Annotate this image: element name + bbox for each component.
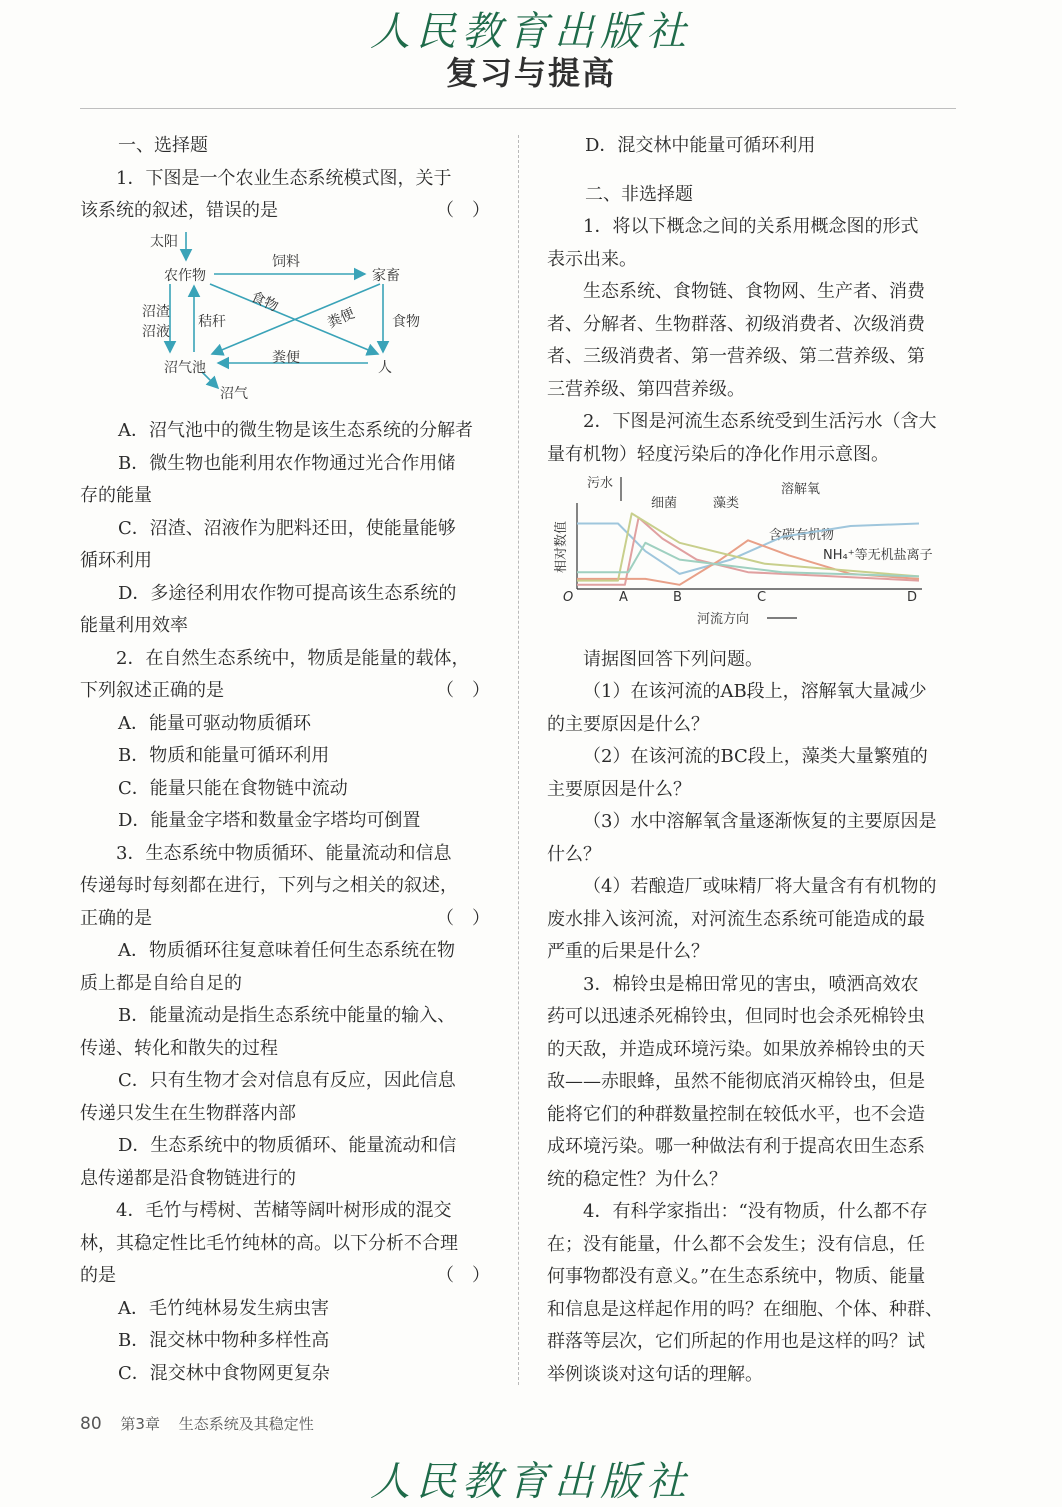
n2-q2: （2）在该河流的BC段上，藻类大量繁殖的: [583, 746, 928, 767]
q1-option-d-cont: 能量利用效率: [80, 615, 188, 636]
label-food-diag: 食物: [248, 288, 281, 315]
q1-option-c-cont: 循环利用: [80, 550, 152, 571]
n3-line: 敌——赤眼蜂，虽然不能彻底消灭棉铃虫，但是: [547, 1071, 925, 1092]
section-heading-nonchoice: 二、非选择题: [585, 183, 693, 205]
q4-stem: 4．毛竹与樗树、苦槠等阔叶树形成的混交: [116, 1200, 452, 1221]
q1-option-d: D．多途径利用农作物可提高该生态系统的: [118, 582, 457, 604]
q3-option-a: A．物质循环往复意味着任何生态系统在物: [118, 940, 455, 961]
q2-stem: 2．在自然生态系统中，物质是能量的载体，: [116, 647, 470, 669]
agro-diagram-svg: [80, 230, 490, 400]
label-bacteria: 细菌: [651, 496, 678, 511]
q3-option-d: D．生态系统中的物质循环、能量流动和信: [118, 1135, 457, 1156]
q4-option-b: B．混交林中物种多样性高: [118, 1330, 330, 1351]
label-oxygen: 溶解氧: [781, 482, 821, 497]
tick-origin: O: [563, 590, 574, 605]
q3-stem-cont: 传递每时每刻都在进行，下列与之相关的叙述，: [80, 875, 458, 896]
label-food: 食物: [392, 313, 420, 330]
tick-c: C: [757, 590, 767, 605]
tick-d: D: [907, 590, 918, 605]
q2-option-c: C．能量只能在食物链中流动: [118, 777, 348, 799]
n2-q3: （3）水中溶解氧含量逐渐恢复的主要原因是: [583, 811, 937, 832]
title-divider: [80, 108, 956, 109]
label-manure: 粪便: [272, 349, 300, 366]
q2-option-b: B．物质和能量可循环利用: [118, 745, 330, 766]
q4-stem-end: 的是: [80, 1265, 116, 1286]
n2-q2-cont: 主要原因是什么？: [547, 778, 691, 800]
n1-terms: 生态系统、食物链、食物网、生产者、消费: [583, 281, 925, 302]
label-algae: 藻类: [713, 496, 740, 511]
label-straw: 秸秆: [198, 313, 226, 330]
q2-stem-line: [80, 675, 490, 708]
n1-stem: 1．将以下概念之间的关系用概念图的形式: [583, 216, 919, 237]
q3-option-c: C．只有生物才会对信息有反应，因此信息: [118, 1070, 456, 1091]
n4-line: 群落等层次，它们所起的作用也是这样的吗？试: [547, 1331, 925, 1352]
page-number: 80: [80, 1414, 102, 1434]
n2-q4-cont-2: 严重的后果是什么？: [547, 941, 709, 962]
river-chart-svg: [547, 473, 957, 628]
q1-stem-line: [80, 195, 490, 228]
section-heading-choice: 一、选择题: [118, 135, 208, 156]
publisher-logo-top: 人民教育出版社: [370, 9, 692, 55]
n4-line: 4．有科学家指出：“没有物质，什么都不存: [583, 1201, 928, 1222]
n1-terms-3: 者、三级消费者、第一营养级、第二营养级、第: [547, 346, 925, 367]
n1-terms-2: 者、分解者、生物群落、初级消费者、次级消费: [547, 313, 925, 335]
n4-line: 在；没有能量，什么都不会发生；没有信息，任: [547, 1233, 925, 1255]
page-footer: [80, 1413, 314, 1434]
label-sewage: 污水: [587, 476, 614, 491]
q2-answer-paren: （ ）: [436, 680, 490, 701]
q1-option-c: C．沼渣、沼液作为肥料还田，使能量能够: [118, 517, 456, 539]
q3-stem: 3．生态系统中物质循环、能量流动和信息: [116, 842, 452, 864]
label-organic: 含碳有机物: [769, 528, 835, 543]
n4-line: 举例谈谈对这句话的理解。: [547, 1363, 763, 1385]
n3-line: 药可以迅速杀死棉铃虫，但同时也会杀死棉铃虫: [547, 1006, 925, 1027]
n4-line: 何事物都没有意义。”在生态系统中，物质、能量: [547, 1266, 926, 1287]
n2-q4: （4）若酿造厂或味精厂将大量含有有机物的: [583, 876, 937, 897]
n3-line: 的天敌，并造成环境污染。如果放养棉铃虫的天: [547, 1038, 925, 1060]
label-human: 人: [378, 359, 392, 376]
tick-a: A: [619, 590, 628, 605]
q3-option-b: B．能量流动是指生态系统中能量的输入、: [118, 1005, 456, 1026]
q3-option-a-cont: 质上都是自给自足的: [80, 972, 242, 994]
q1-option-b-cont: 存的能量: [80, 485, 152, 506]
q3-option-b-cont: 传递、转化和散失的过程: [80, 1037, 278, 1059]
left-column: [80, 130, 490, 1390]
n1-stem-cont: 表示出来。: [547, 248, 637, 270]
chapter-label: 第3章: [120, 1415, 160, 1433]
q3-answer-paren: （ ）: [436, 907, 490, 929]
publisher-logo-bottom: 人民教育出版社: [370, 1459, 692, 1505]
q4-option-c: C．混交林中食物网更复杂: [118, 1362, 330, 1384]
label-sun: 太阳: [150, 233, 178, 250]
q3-stem-end: 正确的是: [80, 907, 152, 929]
label-ions: NH₄⁺等无机盐离子: [823, 548, 933, 563]
label-digester: 沼气池: [164, 359, 206, 376]
river-purification-chart: [547, 473, 957, 640]
q4-option-a: A．毛竹纯林易发生病虫害: [118, 1297, 329, 1319]
column-divider: [518, 135, 519, 1385]
n2-stem-cont: 量有机物）轻度污染后的净化作用示意图。: [547, 443, 889, 465]
page-title: 复习与提高: [445, 54, 616, 92]
right-column: [547, 130, 957, 1391]
q1-answer-paren: （ ）: [436, 200, 490, 221]
q4-answer-paren: （ ）: [436, 1265, 490, 1286]
q1-option-b: B．微生物也能利用农作物通过光合作用储: [118, 452, 456, 474]
q3-option-d-cont: 息传递都是沿食物链进行的: [80, 1167, 296, 1189]
q2-option-a: A．能量可驱动物质循环: [118, 712, 311, 734]
n1-terms-4: 三营养级、第四营养级。: [547, 378, 745, 400]
q1-stem: 1．下图是一个农业生态系统模式图，关于: [116, 167, 452, 189]
q2-stem-end: 下列叙述正确的是: [80, 680, 224, 701]
n3-line: 能将它们的种群数量控制在较低水平，也不会造: [547, 1103, 925, 1125]
agro-ecosystem-diagram: [80, 230, 490, 412]
q2-option-d: D．能量金字塔和数量金字塔均可倒置: [118, 810, 421, 831]
n4-line: 和信息是这样起作用的吗？在细胞、个体、种群、: [547, 1298, 943, 1320]
n2-ask: 请据图回答下列问题。: [583, 648, 763, 670]
label-residue-b: 沼液: [142, 323, 170, 340]
label-biogas: 沼气: [220, 385, 248, 400]
n2-q1: （1）在该河流的AB段上，溶解氧大量减少: [583, 681, 927, 702]
n2-q1-cont: 的主要原因是什么？: [547, 713, 709, 735]
q3-option-c-cont: 传递只发生在生物群落内部: [80, 1102, 296, 1124]
q4-stem-line: [80, 1260, 490, 1293]
q1-option-a: A．沼气池中的微生物是该生态系统的分解者: [118, 420, 473, 441]
chart-ylabel: 相对数值: [554, 520, 569, 573]
n2-q4-cont: 废水排入该河流，对河流生态系统可能造成的最: [547, 908, 925, 930]
q4-stem-cont: 林，其稳定性比毛竹纯林的高。以下分析不合理: [80, 1232, 458, 1254]
label-fodder: 饲料: [272, 253, 300, 270]
n2-stem: 2．下图是河流生态系统受到生活污水（含大: [583, 411, 937, 432]
q1-stem-end: 该系统的叙述，错误的是: [80, 200, 278, 221]
label-crop: 农作物: [164, 267, 206, 284]
n3-line: 统的稳定性？为什么？: [547, 1168, 727, 1190]
n2-q3-cont: 什么？: [547, 843, 601, 865]
chapter-topic: 生态系统及其稳定性: [178, 1415, 314, 1433]
n3-line: 成环境污染。哪一种做法有利于提高农田生态系: [547, 1136, 925, 1157]
label-residue-a: 沼渣: [142, 303, 170, 320]
label-livestock: 家畜: [372, 267, 400, 284]
chart-xlabel: 河流方向: [697, 612, 750, 627]
q3-stem-line: [80, 903, 490, 936]
label-manure-diag: 粪便: [325, 305, 358, 332]
q4-option-d: D．混交林中能量可循环利用: [585, 135, 816, 156]
n3-line: 3．棉铃虫是棉田常见的害虫，喷洒高效农: [583, 973, 919, 995]
tick-b: B: [673, 590, 682, 605]
